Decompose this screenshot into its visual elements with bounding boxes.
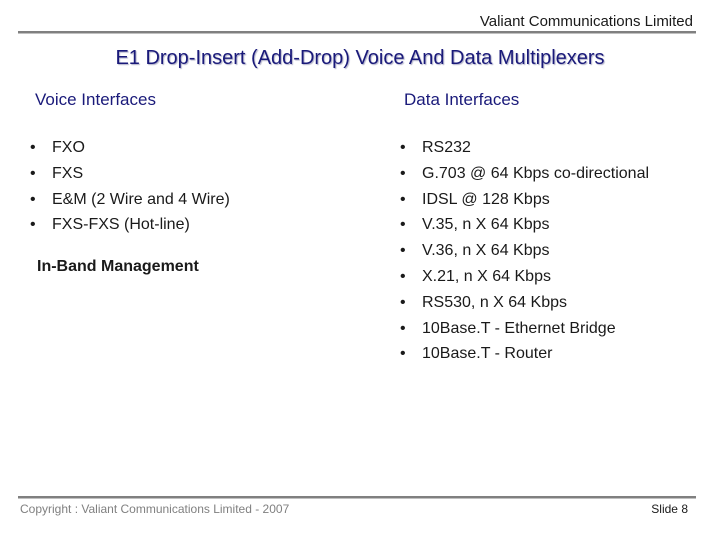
data-interfaces-heading: Data Interfaces bbox=[404, 90, 520, 109]
list-item: • RS530, n X 64 Kbps bbox=[398, 290, 649, 316]
footer-divider bbox=[18, 496, 696, 499]
slide-title: E1 Drop-Insert (Add-Drop) Voice And Data Multiplexers bbox=[115, 47, 605, 69]
list-item: • FXS-FXS (Hot-line) bbox=[28, 212, 230, 238]
list-item: • FXO bbox=[28, 135, 230, 161]
list-item: • X.21, n X 64 Kbps bbox=[398, 264, 649, 290]
list-item: • RS232 bbox=[398, 135, 649, 161]
list-item: • IDSL @ 128 Kbps bbox=[398, 187, 649, 213]
slide-number: Slide 8 bbox=[651, 502, 688, 516]
list-item: • E&M (2 Wire and 4 Wire) bbox=[28, 187, 230, 213]
list-item: • 10Base.T - Ethernet Bridge bbox=[398, 316, 649, 342]
voice-interfaces-heading: Voice Interfaces bbox=[35, 90, 156, 109]
list-item: • FXS bbox=[28, 161, 230, 187]
in-band-management-label: In-Band Management bbox=[37, 258, 199, 275]
list-item: • 10Base.T - Router bbox=[398, 341, 649, 367]
copyright-text: Copyright : Valiant Communications Limited - 2007 bbox=[20, 502, 290, 516]
company-name: Valiant Communications Limited bbox=[479, 13, 693, 30]
voice-interfaces-list bbox=[28, 135, 230, 238]
list-item: • V.35, n X 64 Kbps bbox=[398, 212, 649, 238]
header-divider bbox=[18, 31, 696, 34]
list-item: • G.703 @ 64 Kbps co-directional bbox=[398, 161, 649, 187]
list-item: • V.36, n X 64 Kbps bbox=[398, 238, 649, 264]
data-interfaces-list bbox=[398, 135, 649, 367]
